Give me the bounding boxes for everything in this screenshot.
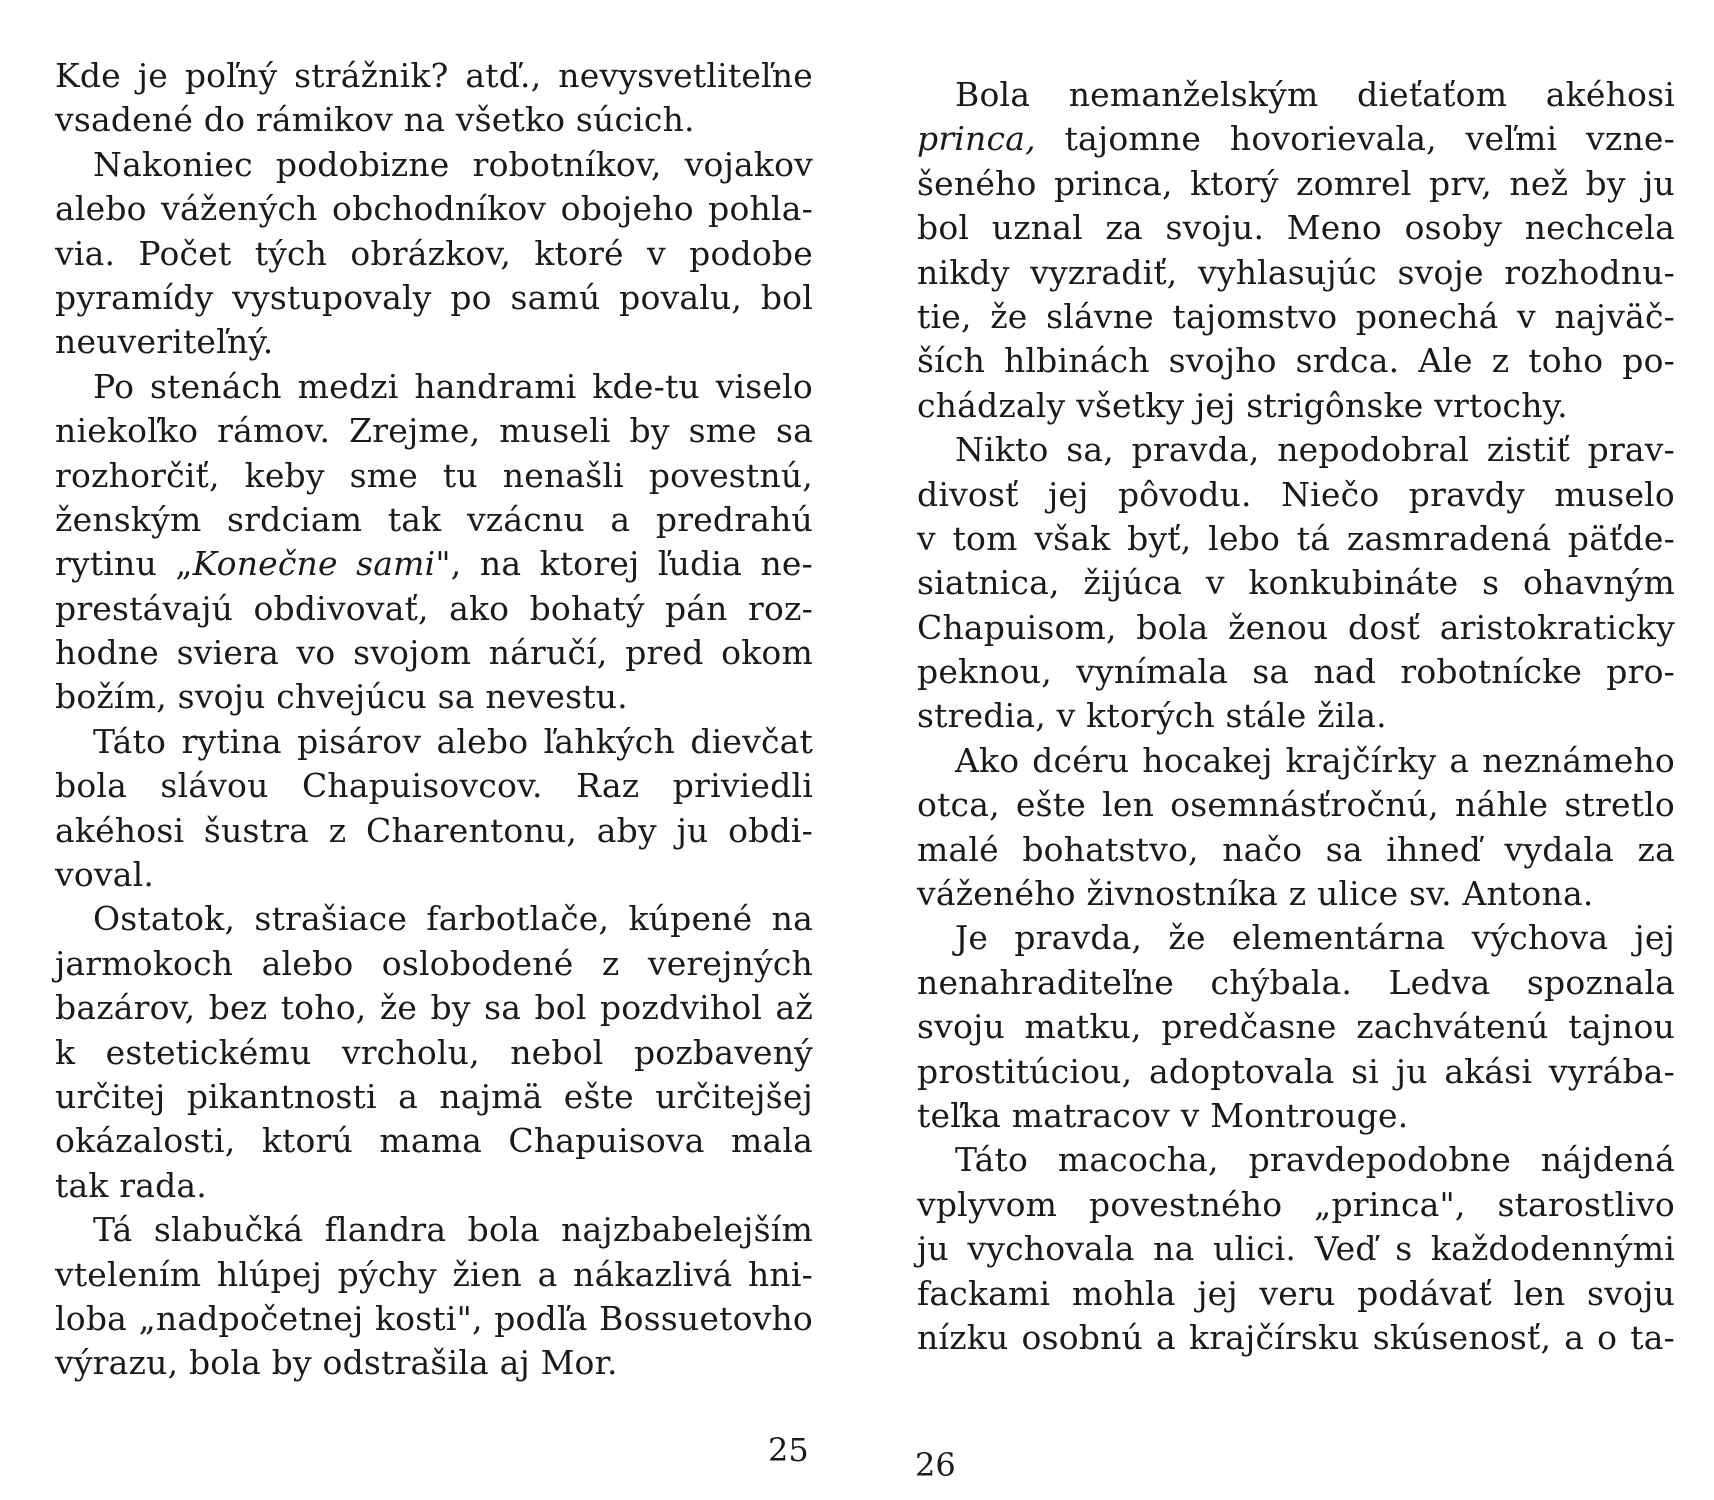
text-line: princa, tajomne hovorievala, veľmi vzne-: [917, 119, 1675, 159]
text-line: hodne sviera vo svojom náručí, pred okom: [55, 633, 813, 673]
text-line: prestávajú obdivovať, ako bohatý pán roz-: [55, 588, 813, 628]
text-line: šeného princa, ktorý zomrel prv, než by ju: [917, 163, 1675, 203]
text-line: Kde je poľný strážnik? atď., nevysvetliteľne: [55, 56, 813, 95]
text-line: vtelením hlúpej pýchy žien a nákazlivá hni-: [55, 1254, 813, 1294]
text-line: niekoľko rámov. Zrejme, museli by sme sa: [55, 411, 813, 451]
text-line: loba „nadpočetnej kosti", podľa Bossuetovho: [55, 1298, 813, 1338]
text-line: prostitúciou, adoptovala si ju akási vyrába-: [917, 1051, 1675, 1091]
text-line: nízku osobnú a krajčírsku skúsenosť, a o ta-: [917, 1317, 1675, 1357]
text-line: rozhorčiť, keby sme tu nenašli povestnú,: [55, 455, 813, 495]
text-line: ju vychovala na ulici. Veď s každodennými: [917, 1229, 1675, 1269]
text-line: ších hlbinách svojho srdca. Ale z toho po-: [917, 341, 1675, 381]
text-line: vsadené do rámikov na všetko súcich.: [55, 100, 695, 140]
text-line: divosť jej pôvodu. Niečo pravdy muselo: [917, 474, 1675, 514]
text-line: Je pravda, že elementárna výchova jej: [955, 918, 1675, 958]
text-line: akéhosi šustra z Charentonu, aby ju obdi-: [55, 810, 813, 850]
text-line: v tom však byť, lebo tá zasmradená päťde-: [917, 518, 1675, 558]
text-line: bola slávou Chapuisovcov. Raz priviedli: [55, 766, 813, 806]
text-line: stredia, v ktorých stále žila.: [917, 696, 1387, 736]
text-line: tak rada.: [55, 1165, 207, 1205]
text-line: malé bohatstvo, načo sa ihneď vydala za: [917, 829, 1675, 869]
text-line: Ostatok, strašiace farbotlače, kúpené na: [93, 899, 813, 939]
text-line: tie, že slávne tajomstvo ponechá v najväč-: [917, 296, 1675, 336]
text-line: teľka matracov v Montrouge.: [917, 1095, 1409, 1135]
text-line: Po stenách medzi handrami kde-tu viselo: [93, 366, 813, 406]
text-line: fackami mohla jej veru podávať len svoju: [917, 1273, 1675, 1313]
text-line: váženého živnostníka z ulice sv. Antona.: [917, 874, 1594, 914]
text-line: nenahraditeľne chýbala. Ledva spoznala: [917, 962, 1675, 1002]
right-page-number: 26: [915, 1446, 956, 1484]
text-line: siatnica, žijúca v konkubináte s ohavným: [917, 563, 1675, 603]
right-page: [857, 0, 1714, 1500]
text-line: rytinu „Konečne sami", na ktorej ľudia ne-: [55, 544, 813, 584]
text-line: alebo vážených obchodníkov obojeho pohla-: [55, 189, 813, 229]
text-line: ženským srdciam tak vzácnu a predrahú: [55, 499, 813, 539]
text-line: Bola nemanželským dieťaťom akéhosi: [955, 75, 1675, 114]
text-line: Nikto sa, pravda, nepodobral zistiť prav-: [955, 430, 1675, 470]
text-line: k estetickému vrcholu, nebol pozbavený: [55, 1032, 813, 1072]
text-line: voval.: [55, 855, 155, 895]
text-line: peknou, vynímala sa nad robotnícke pro-: [917, 652, 1675, 692]
text-line: svoju matku, predčasne zachvátenú tajnou: [917, 1007, 1675, 1047]
text-line: bazárov, bez toho, že by sa bol pozdvihol až: [55, 988, 813, 1028]
text-line: pyramídy vystupovaly po samú povalu, bol: [55, 277, 813, 317]
right-page-text: [917, 73, 1675, 1360]
text-line: určitej pikantnosti a najmä ešte určitejšej: [55, 1076, 813, 1116]
text-line: božím, svoju chvejúcu sa nevestu.: [55, 677, 628, 717]
text-line: jarmokoch alebo oslobodené z verejných: [55, 943, 813, 983]
text-line: Tá slabučká flandra bola najzbabelejším: [93, 1210, 813, 1250]
text-line: okázalosti, ktorú mama Chapuisova mala: [55, 1121, 813, 1161]
text-line: Nakoniec podobizne robotníkov, vojakov: [93, 144, 813, 184]
text-line: via. Počet tých obrázkov, ktoré v podobe: [55, 233, 813, 273]
text-line: Chapuisom, bola ženou dosť aristokraticky: [917, 607, 1675, 647]
text-line: nikdy vyzradiť, vyhlasujúc svoje rozhodnu-: [917, 252, 1675, 292]
left-page-text: [55, 54, 813, 1386]
text-line: výrazu, bola by odstrašila aj Mor.: [55, 1343, 618, 1383]
text-line: Ako dcéru hocakej krajčírky a neznámeho: [955, 740, 1675, 780]
text-line: Táto macocha, pravdepodobne nájdená: [955, 1140, 1675, 1180]
text-line: otca, ešte len osemnásťročnú, náhle stretlo: [917, 785, 1675, 825]
text-line: neuveriteľný.: [55, 322, 274, 362]
text-line: vplyvom povestného „princa", starostlivo: [917, 1184, 1675, 1224]
text-line: bol uznal za svoju. Meno osoby nechcela: [917, 208, 1675, 248]
left-page-number: 25: [768, 1431, 809, 1469]
text-line: chádzaly všetky jej strigônske vrtochy.: [917, 385, 1568, 425]
text-line: Táto rytina pisárov alebo ľahkých dievčat: [93, 721, 813, 761]
